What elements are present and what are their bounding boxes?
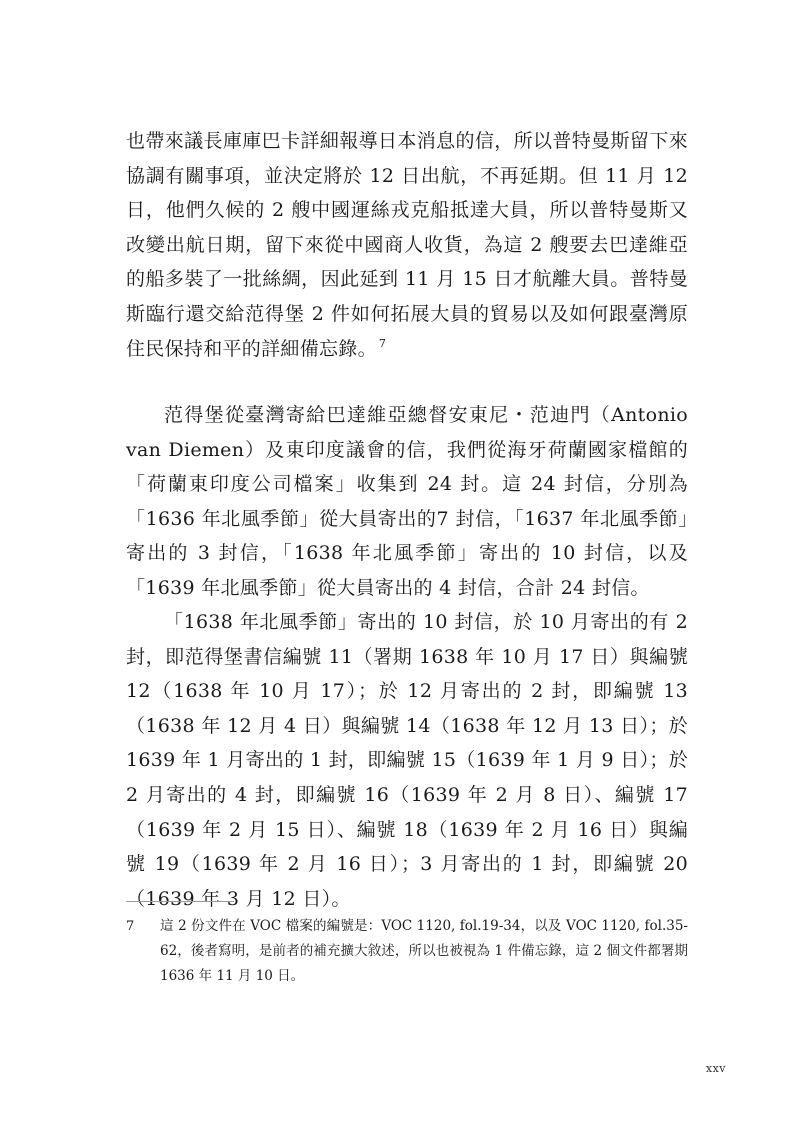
footnote-reference[interactable]: 7 (378, 336, 387, 350)
footnote-text: 這 2 份文件在 VOC 檔案的編號是：VOC 1120, fol.19-34，以及 VOC 1120, fol.35-62，後者寫明，是前者的補充擴大敘述，所以也被視為 1 件備忘錄，這 2 個文件都署期 1636 年 11 月 10 日。 (160, 918, 688, 984)
footnote (126, 914, 688, 989)
body-paragraph-2: 范得堡從臺灣寄給巴達維亞總督安東尼・范迪門（Antonio van Diemen）及東印度議會的信，我們從海牙荷蘭國家檔館的「荷蘭東印度公司檔案」收集到 24 封。這 24 封信，分別為「1636 年北風季節」從大員寄出的7 封信，「1637 年北風季節」寄出的 3 封信，「1638 年北風季節」寄出的 10 封信，以及「1639 年北風季節」從大員寄出的 4 封信，合計 24 封信。 (126, 404, 688, 599)
footnote-number: 7 (126, 919, 135, 934)
body-paragraph-1 (126, 124, 688, 366)
footnote-separator (126, 901, 234, 902)
body-paragraph-3: 「1638 年北風季節」寄出的 10 封信，於 10 月寄出的有 2 封，即范得堡書信編號 11（署期 1638 年 10 月 17 日）與編號 12（1638 年 10 月 17）；於 12 月寄出的 2 封，即編號 13（1638 年 12 月 4 日）與編號 14（1638 年 12 月 13 日）；於 1639 年 1 月寄出的 1 封，即編號 15（1639 年 1 月 9 日）；於 2 月寄出的 4 封，即編號 16（1639 年 2 月 8 日）、編號 17（1639 年 2 月 15 日）、編號 18（1639 年 2 月 16 日）與編號 19（1639 年 2 月 16 日）；3 月寄出的 1 封，即編號 20（1639 年 3 月 12 日）。 (126, 611, 688, 910)
paragraph-1-text: 也帶來議長庫庫巴卡詳細報導日本消息的信，所以普特曼斯留下來協調有關事項，並決定將於 12 日出航，不再延期。但 11 月 12 日，他們久候的 2 艘中國運絲戎克船抵達大員，所以普特曼斯又改變出航日期，留下來從中國商人收貨，為這 2 艘要去巴達維亞的船多裝了一批絲綢，因此延到 11 月 15 日才航離大員。普特曼斯臨行還交給范得堡 2 件如何拓展大員的貿易以及如何跟臺灣原住民保持和平的詳細備忘錄。 (126, 130, 688, 360)
page-number: xxv (705, 1062, 726, 1075)
